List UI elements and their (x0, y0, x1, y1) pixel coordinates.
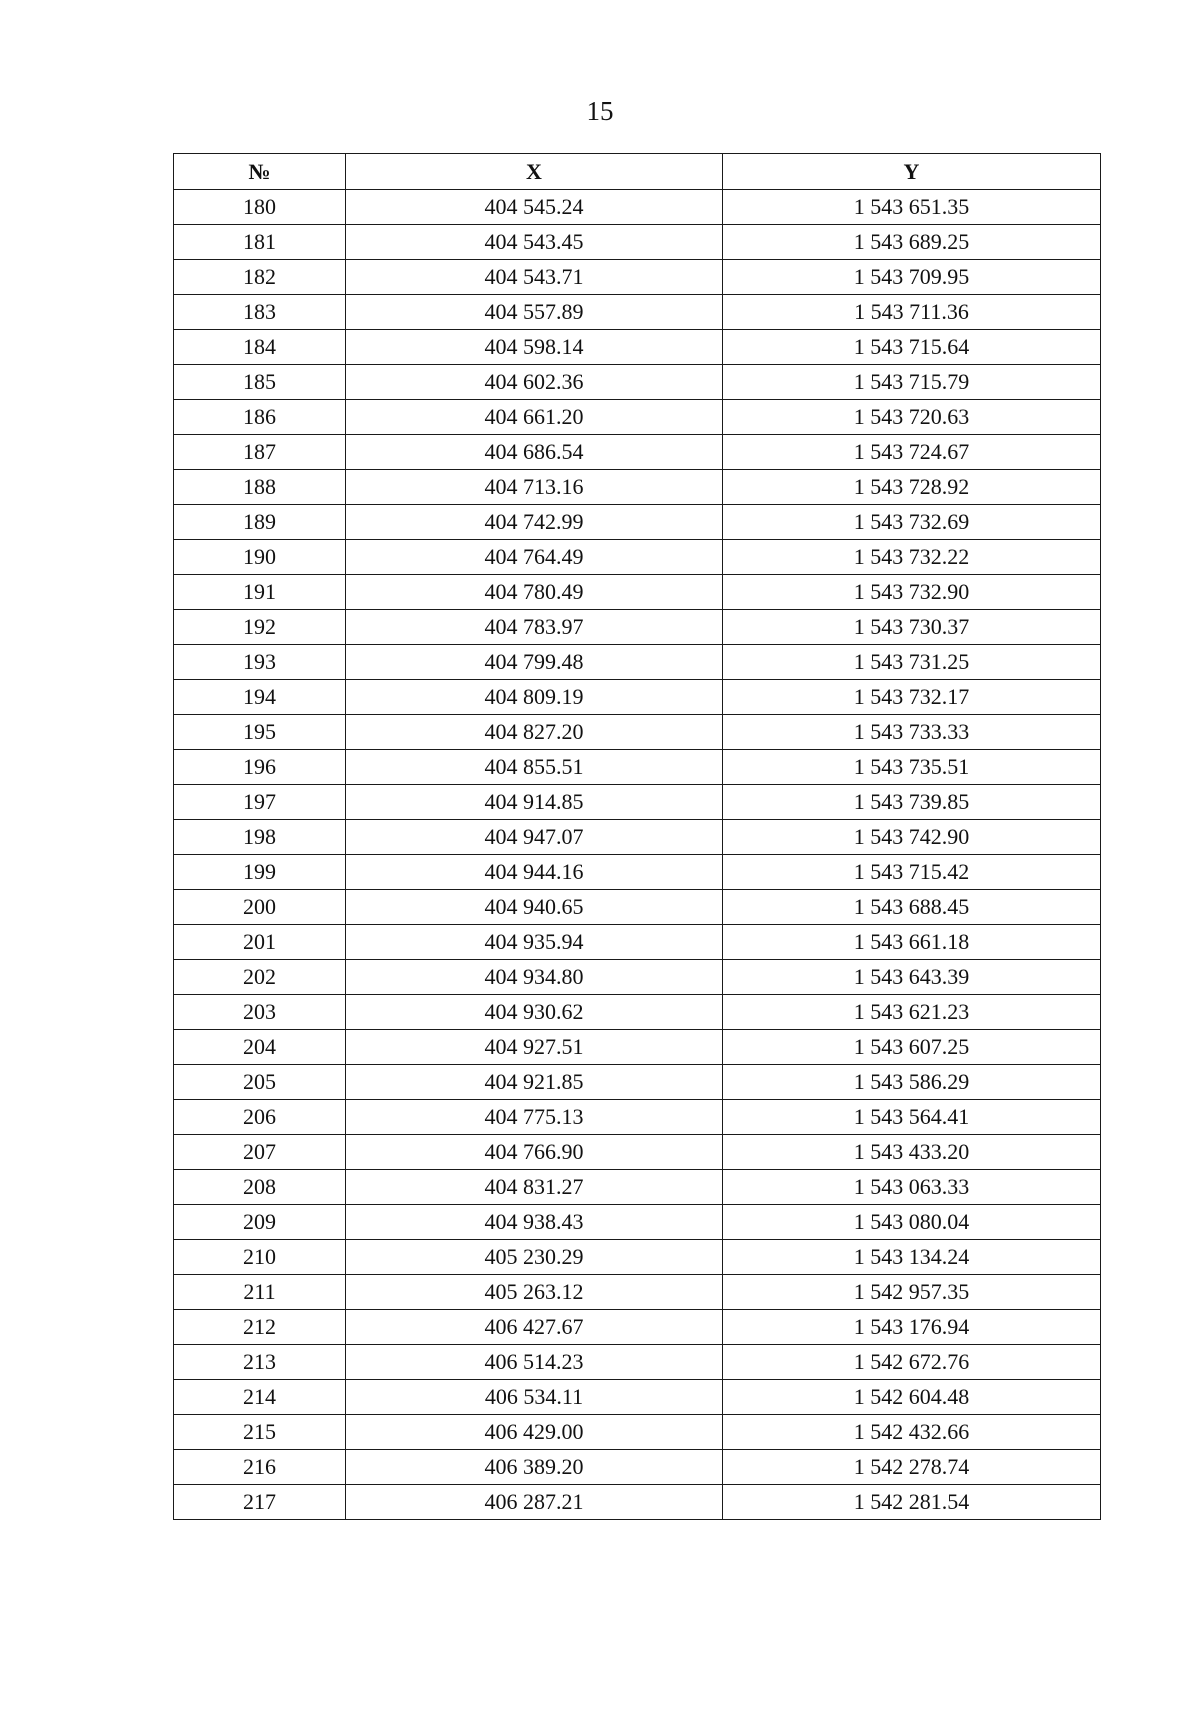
cell-number: 190 (174, 540, 346, 575)
cell-x: 404 742.99 (346, 505, 723, 540)
cell-y: 1 542 281.54 (723, 1485, 1101, 1520)
cell-y: 1 542 604.48 (723, 1380, 1101, 1415)
cell-number: 205 (174, 1065, 346, 1100)
cell-x: 404 938.43 (346, 1205, 723, 1240)
cell-y: 1 543 735.51 (723, 750, 1101, 785)
cell-y: 1 543 711.36 (723, 295, 1101, 330)
table-row (174, 925, 1101, 960)
cell-x: 404 766.90 (346, 1135, 723, 1170)
cell-number: 204 (174, 1030, 346, 1065)
coordinates-table (173, 153, 1101, 1520)
cell-y: 1 543 607.25 (723, 1030, 1101, 1065)
table-row (174, 645, 1101, 680)
cell-y: 1 543 732.90 (723, 575, 1101, 610)
cell-y: 1 543 709.95 (723, 260, 1101, 295)
cell-y: 1 543 724.67 (723, 435, 1101, 470)
cell-y: 1 543 733.33 (723, 715, 1101, 750)
table-row (174, 1170, 1101, 1205)
cell-number: 202 (174, 960, 346, 995)
cell-number: 214 (174, 1380, 346, 1415)
cell-x: 406 427.67 (346, 1310, 723, 1345)
cell-y: 1 543 715.79 (723, 365, 1101, 400)
cell-number: 196 (174, 750, 346, 785)
cell-x: 404 940.65 (346, 890, 723, 925)
table-row (174, 1030, 1101, 1065)
cell-y: 1 543 433.20 (723, 1135, 1101, 1170)
cell-y: 1 543 715.42 (723, 855, 1101, 890)
cell-x: 404 827.20 (346, 715, 723, 750)
cell-x: 404 934.80 (346, 960, 723, 995)
cell-y: 1 543 739.85 (723, 785, 1101, 820)
cell-x: 404 543.71 (346, 260, 723, 295)
table-row (174, 330, 1101, 365)
cell-x: 406 287.21 (346, 1485, 723, 1520)
cell-number: 212 (174, 1310, 346, 1345)
table-row (174, 960, 1101, 995)
cell-y: 1 543 720.63 (723, 400, 1101, 435)
cell-number: 209 (174, 1205, 346, 1240)
cell-y: 1 542 672.76 (723, 1345, 1101, 1380)
table-row (174, 260, 1101, 295)
cell-x: 404 686.54 (346, 435, 723, 470)
cell-x: 404 947.07 (346, 820, 723, 855)
cell-number: 184 (174, 330, 346, 365)
cell-y: 1 543 742.90 (723, 820, 1101, 855)
table-row (174, 295, 1101, 330)
cell-y: 1 543 689.25 (723, 225, 1101, 260)
table-row (174, 820, 1101, 855)
cell-number: 185 (174, 365, 346, 400)
cell-y: 1 542 432.66 (723, 1415, 1101, 1450)
table-row (174, 470, 1101, 505)
cell-number: 189 (174, 505, 346, 540)
table-row (174, 435, 1101, 470)
cell-number: 208 (174, 1170, 346, 1205)
cell-x: 405 263.12 (346, 1275, 723, 1310)
table-row (174, 1450, 1101, 1485)
table-row (174, 1310, 1101, 1345)
table-row (174, 1415, 1101, 1450)
table-row (174, 540, 1101, 575)
cell-x: 404 927.51 (346, 1030, 723, 1065)
cell-number: 207 (174, 1135, 346, 1170)
cell-y: 1 543 661.18 (723, 925, 1101, 960)
cell-x: 404 602.36 (346, 365, 723, 400)
table-row (174, 1380, 1101, 1415)
cell-x: 404 799.48 (346, 645, 723, 680)
cell-x: 404 764.49 (346, 540, 723, 575)
table-row (174, 750, 1101, 785)
cell-y: 1 542 957.35 (723, 1275, 1101, 1310)
cell-number: 216 (174, 1450, 346, 1485)
table-row (174, 785, 1101, 820)
cell-x: 406 534.11 (346, 1380, 723, 1415)
cell-y: 1 543 176.94 (723, 1310, 1101, 1345)
table-row (174, 680, 1101, 715)
cell-number: 193 (174, 645, 346, 680)
cell-y: 1 543 063.33 (723, 1170, 1101, 1205)
cell-number: 194 (174, 680, 346, 715)
cell-y: 1 542 278.74 (723, 1450, 1101, 1485)
cell-y: 1 543 643.39 (723, 960, 1101, 995)
cell-number: 197 (174, 785, 346, 820)
table-row (174, 1275, 1101, 1310)
cell-number: 195 (174, 715, 346, 750)
cell-x: 404 713.16 (346, 470, 723, 505)
cell-y: 1 543 688.45 (723, 890, 1101, 925)
cell-number: 182 (174, 260, 346, 295)
cell-y: 1 543 728.92 (723, 470, 1101, 505)
cell-x: 404 914.85 (346, 785, 723, 820)
table-row (174, 855, 1101, 890)
table-row (174, 190, 1101, 225)
cell-x: 404 930.62 (346, 995, 723, 1030)
page-number: 15 (586, 96, 614, 126)
table-row (174, 225, 1101, 260)
cell-x: 404 809.19 (346, 680, 723, 715)
cell-number: 203 (174, 995, 346, 1030)
cell-number: 198 (174, 820, 346, 855)
cell-x: 404 775.13 (346, 1100, 723, 1135)
table-row (174, 715, 1101, 750)
cell-number: 183 (174, 295, 346, 330)
table-row (174, 610, 1101, 645)
cell-x: 404 598.14 (346, 330, 723, 365)
table-row (174, 1135, 1101, 1170)
table-row (174, 995, 1101, 1030)
cell-y: 1 543 715.64 (723, 330, 1101, 365)
cell-x: 404 944.16 (346, 855, 723, 890)
cell-x: 404 780.49 (346, 575, 723, 610)
cell-x: 404 783.97 (346, 610, 723, 645)
cell-x: 406 389.20 (346, 1450, 723, 1485)
cell-y: 1 543 586.29 (723, 1065, 1101, 1100)
header-row (174, 154, 1101, 190)
table-row (174, 1205, 1101, 1240)
cell-number: 217 (174, 1485, 346, 1520)
cell-x: 404 545.24 (346, 190, 723, 225)
cell-number: 199 (174, 855, 346, 890)
cell-y: 1 543 134.24 (723, 1240, 1101, 1275)
cell-number: 191 (174, 575, 346, 610)
cell-x: 404 855.51 (346, 750, 723, 785)
cell-number: 180 (174, 190, 346, 225)
table-row (174, 1485, 1101, 1520)
cell-number: 206 (174, 1100, 346, 1135)
cell-y: 1 543 564.41 (723, 1100, 1101, 1135)
cell-x: 406 429.00 (346, 1415, 723, 1450)
table-body (174, 190, 1101, 1520)
cell-x: 404 921.85 (346, 1065, 723, 1100)
cell-number: 192 (174, 610, 346, 645)
table-row (174, 505, 1101, 540)
cell-number: 211 (174, 1275, 346, 1310)
cell-x: 406 514.23 (346, 1345, 723, 1380)
table-row (174, 1240, 1101, 1275)
cell-y: 1 543 080.04 (723, 1205, 1101, 1240)
cell-x: 404 831.27 (346, 1170, 723, 1205)
cell-x: 404 557.89 (346, 295, 723, 330)
table-row (174, 1345, 1101, 1380)
cell-number: 187 (174, 435, 346, 470)
cell-x: 405 230.29 (346, 1240, 723, 1275)
cell-y: 1 543 732.69 (723, 505, 1101, 540)
cell-x: 404 543.45 (346, 225, 723, 260)
cell-y: 1 543 621.23 (723, 995, 1101, 1030)
table-header (174, 154, 1101, 190)
cell-y: 1 543 732.22 (723, 540, 1101, 575)
table-row (174, 575, 1101, 610)
cell-x: 404 935.94 (346, 925, 723, 960)
cell-x: 404 661.20 (346, 400, 723, 435)
cell-number: 213 (174, 1345, 346, 1380)
cell-number: 186 (174, 400, 346, 435)
table-row (174, 365, 1101, 400)
cell-number: 201 (174, 925, 346, 960)
cell-number: 200 (174, 890, 346, 925)
header-number: № (174, 154, 346, 190)
table-row (174, 1100, 1101, 1135)
cell-y: 1 543 732.17 (723, 680, 1101, 715)
header-y: Y (723, 154, 1101, 190)
cell-y: 1 543 731.25 (723, 645, 1101, 680)
cell-number: 210 (174, 1240, 346, 1275)
cell-y: 1 543 730.37 (723, 610, 1101, 645)
cell-number: 188 (174, 470, 346, 505)
table-row (174, 400, 1101, 435)
table-row (174, 1065, 1101, 1100)
cell-y: 1 543 651.35 (723, 190, 1101, 225)
cell-number: 181 (174, 225, 346, 260)
table-row (174, 890, 1101, 925)
cell-number: 215 (174, 1415, 346, 1450)
header-x: X (346, 154, 723, 190)
